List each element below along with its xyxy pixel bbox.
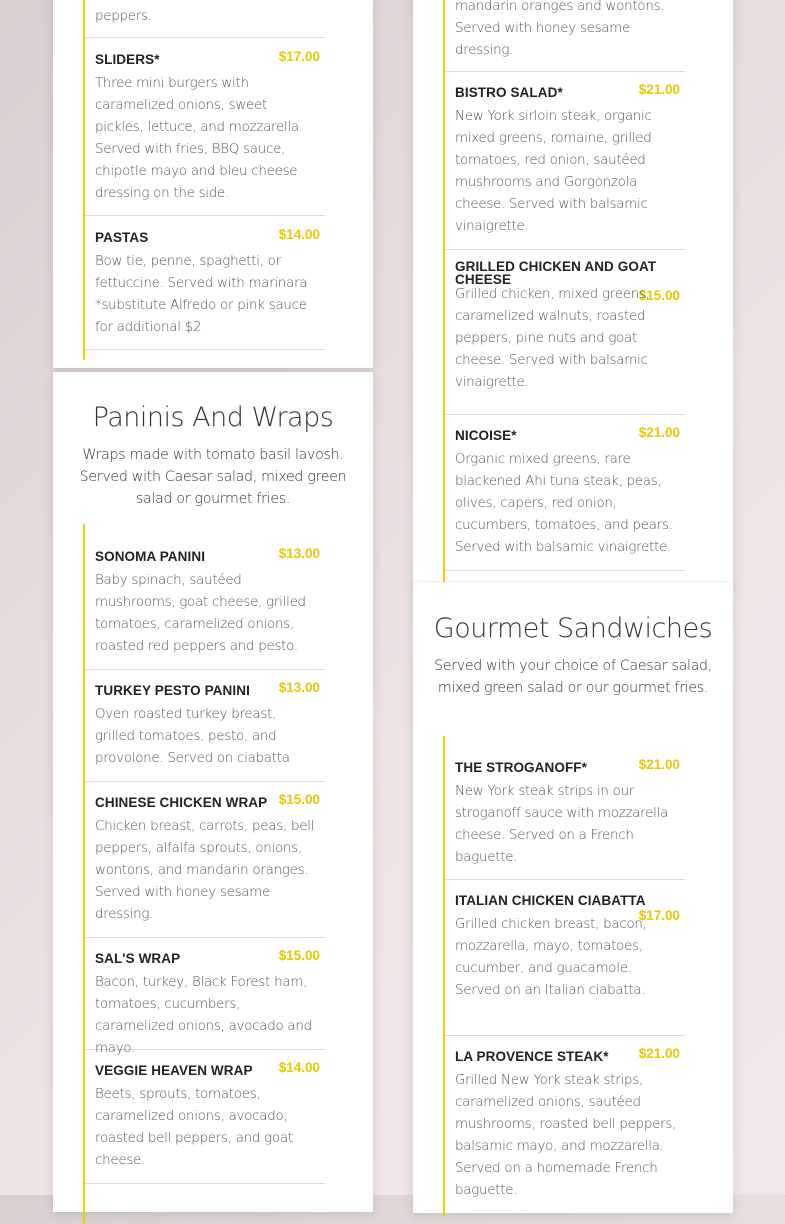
menu-item-name: THE STROGANOFF* bbox=[455, 760, 587, 775]
menu-item-name: BISTRO SALAD* bbox=[455, 85, 563, 100]
menu-item-turkey-pesto-panini bbox=[85, 670, 325, 782]
menu-item-description: Chicken breast, carrots, peas, bell peppers, alfalfa sprouts, onions, wontons, and mandarin oranges. Served with honey sesame dressing. bbox=[95, 819, 315, 922]
menu-item-description: Baby spinach, sautéed mushrooms, goat cheese, grilled tomatoes, caramelized onions, roasted red peppers and pesto. bbox=[95, 573, 306, 654]
menu-item-description: Organic mixed greens, rare blackened Ahi tuna steak, peas, olives, capers, red onion, cucumbers, tomatoes, and pears. Served with balsamic vinaigrette. bbox=[455, 452, 673, 555]
menu-item-grilled-chicken-goat-cheese bbox=[445, 250, 685, 415]
menu-item-description: Grilled New York steak strips, caramelized onions, sautéed mushrooms, roasted bell peppers, balsamic mayo, and mozzarella. Served on a homemade French baguette. bbox=[455, 1073, 677, 1198]
menu-item-price: $15.00 bbox=[278, 948, 320, 963]
menu-item-description: New York steak strips in our stroganoff sauce with mozzarella cheese. Served on a French baguette. bbox=[455, 784, 669, 865]
menu-items-list bbox=[443, 736, 695, 1216]
menu-item-price: $15.00 bbox=[278, 792, 320, 807]
menu-item-sliders bbox=[85, 38, 325, 216]
menu-item-italian-chicken-ciabatta bbox=[445, 880, 685, 1036]
menu-item-name: SAL'S WRAP bbox=[95, 951, 181, 966]
menu-item-bistro-salad bbox=[445, 72, 685, 250]
menu-item-veggie-heaven-wrap bbox=[85, 1050, 325, 1184]
menu-item-price: $13.00 bbox=[278, 680, 320, 695]
menu-item-price: $14.00 bbox=[278, 227, 320, 242]
menu-item-description: Grilled chicken breast, bacon, mozzarella, mayo, tomatoes, cucumber, and guacamole. Served on an Italian ciabatta. bbox=[455, 917, 647, 998]
menu-item-partial bbox=[85, 0, 325, 38]
menu-item-description: Oven roasted turkey breast, grilled tomatoes, pesto, and provolone. Served on ciabatta bbox=[95, 707, 290, 766]
menu-item-name: SLIDERS* bbox=[95, 52, 160, 67]
menu-item-description: Three mini burgers with caramelized onions, sweet pickles, lettuce, and mozzarella. Served with fries, BBQ sauce, chipotle mayo and bleu cheese dressing on the side. bbox=[95, 76, 303, 201]
menu-section-gourmet-sandwiches bbox=[413, 583, 733, 1213]
menu-item-price: $21.00 bbox=[638, 425, 680, 440]
menu-item-sals-wrap bbox=[85, 938, 325, 1056]
menu-items-list bbox=[83, 524, 335, 1224]
menu-item-name: ITALIAN CHICKEN CIABATTA bbox=[455, 893, 646, 908]
menu-items-list bbox=[83, 0, 335, 360]
menu-item-pastas bbox=[85, 216, 325, 350]
menu-item-price: $21.00 bbox=[638, 82, 680, 97]
menu-item-price: $15.00 bbox=[638, 288, 680, 303]
menu-item-price: $21.00 bbox=[638, 1046, 680, 1061]
menu-items-list bbox=[443, 0, 695, 582]
menu-item-sonoma-panini bbox=[85, 524, 325, 670]
menu-item-name: PASTAS bbox=[95, 230, 149, 245]
menu-card-right-top bbox=[413, 0, 733, 588]
menu-item-partial bbox=[445, 0, 685, 72]
menu-item-name: CHINESE CHICKEN WRAP bbox=[95, 795, 268, 810]
menu-item-nicoise bbox=[445, 415, 685, 571]
menu-item-description: Bacon, turkey, Black Forest ham, tomatoes, cucumbers, caramelized onions, avocado and mayo. bbox=[95, 975, 312, 1056]
menu-item-description: Bow tie, penne, spaghetti, or fettuccine. Served with marinara *substitute Alfredo or pink sauce for additional $2 bbox=[95, 254, 308, 335]
menu-item-name: SONOMA PANINI bbox=[95, 549, 206, 564]
menu-item-price: $21.00 bbox=[638, 757, 680, 772]
menu-item-description: Grilled chicken, mixed greens, caramelized walnuts, roasted peppers, pine nuts and goat cheese. Served with balsamic vinaigrette. bbox=[455, 287, 650, 390]
menu-item-description: Beets, sprouts, tomatoes, caramelized onions, avocado, roasted bell peppers, and goat cheese. bbox=[95, 1087, 293, 1168]
menu-item-description: mandarin oranges and wontons. Served with honey sesame dressing. bbox=[455, 0, 665, 58]
menu-item-name: VEGGIE HEAVEN WRAP bbox=[95, 1063, 253, 1078]
menu-item-stroganoff bbox=[445, 736, 685, 880]
menu-card-left-top bbox=[53, 0, 373, 368]
menu-item-description: peppers. bbox=[95, 9, 152, 24]
menu-item-price: $14.00 bbox=[278, 1060, 320, 1075]
menu-item-name: TURKEY PESTO PANINI bbox=[95, 683, 250, 698]
section-intro: Served with your choice of Caesar salad, mixed green salad or our gourmet fries. bbox=[434, 658, 712, 696]
menu-section-paninis-wraps bbox=[53, 372, 373, 1212]
menu-item-name: NICOISE* bbox=[455, 428, 517, 443]
menu-item-chinese-chicken-wrap bbox=[85, 782, 325, 938]
menu-item-la-provence-steak bbox=[445, 1036, 685, 1216]
section-intro: Wraps made with tomato basil lavosh. Served with Caesar salad, mixed green salad or gourmet fries. bbox=[79, 447, 347, 507]
menu-item-name: LA PROVENCE STEAK* bbox=[455, 1049, 609, 1064]
menu-item-name: GRILLED CHICKEN AND GOAT CHEESE bbox=[455, 259, 657, 287]
menu-item-price: $17.00 bbox=[278, 49, 320, 64]
menu-item-price: $13.00 bbox=[278, 546, 320, 561]
section-title: Gourmet Sandwiches bbox=[433, 613, 713, 644]
menu-item-description: New York sirloin steak, organic mixed greens, romaine, grilled tomatoes, red onion, sautéed mushrooms and Gorgonzola cheese. Served with balsamic vinaigrette. bbox=[455, 109, 652, 234]
section-title: Paninis And Wraps bbox=[92, 402, 334, 433]
menu-item-price: $17.00 bbox=[638, 908, 680, 923]
